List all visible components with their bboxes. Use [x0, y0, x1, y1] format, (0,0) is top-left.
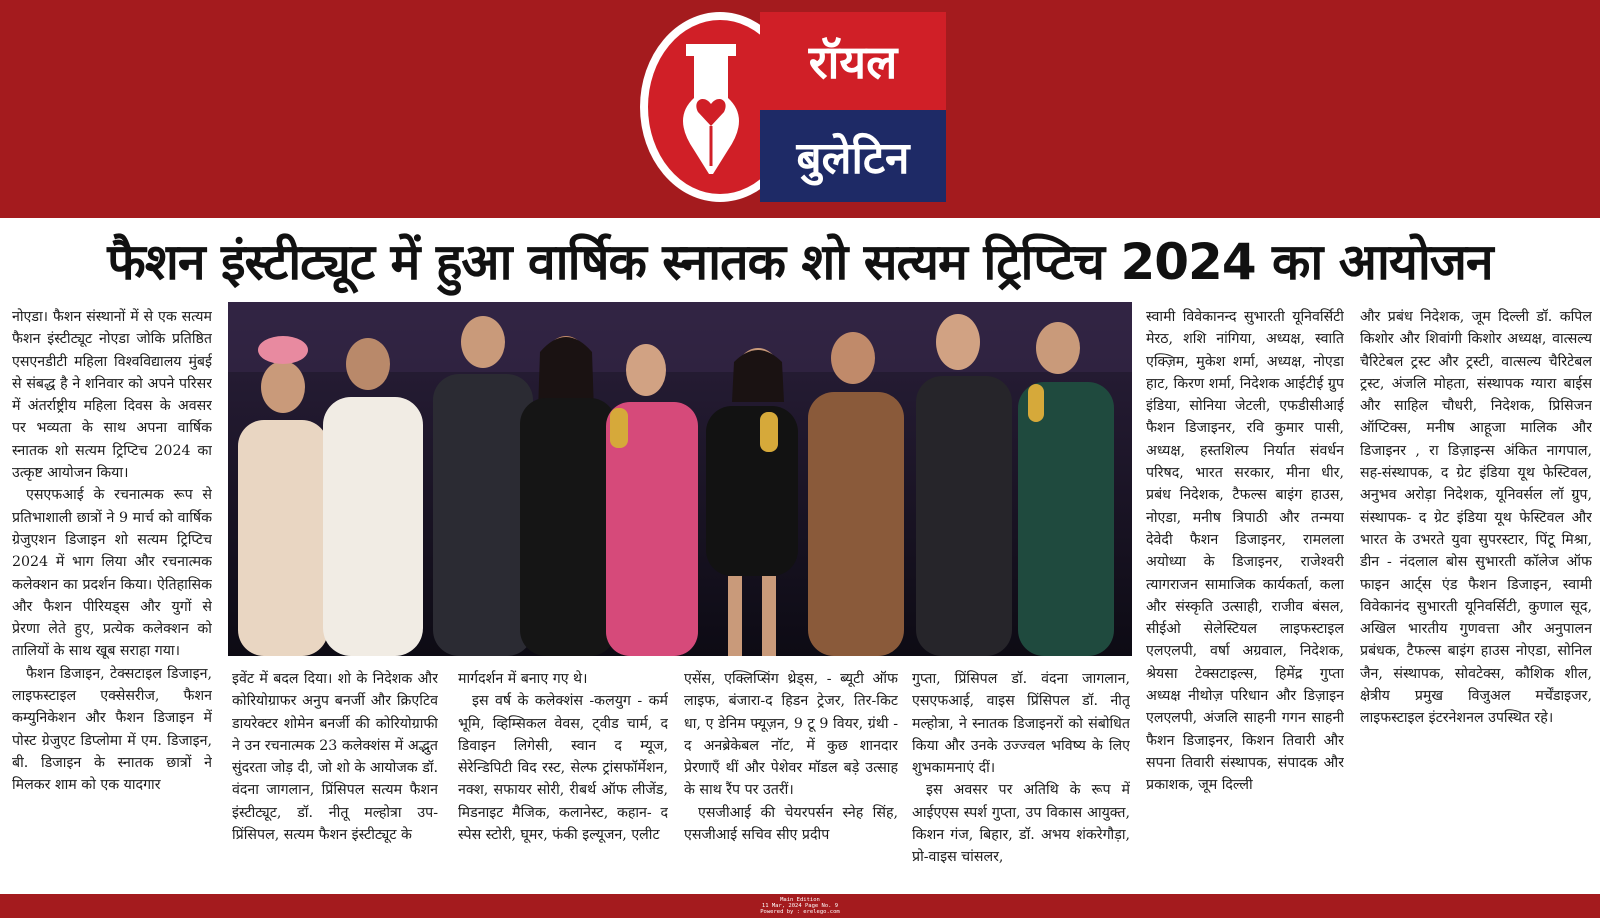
article-column-5: [912, 668, 1130, 886]
logo-title-bottom: बुलेटिन: [760, 110, 946, 202]
footer-edition: Main Edition: [780, 897, 820, 903]
pen-nib-icon: [666, 38, 756, 178]
article-photo: [228, 302, 1132, 656]
stage-photo-illustration: [228, 302, 1132, 656]
paragraph: एसएफआई के रचनात्मक रूप से प्रतिभाशाली छात्रों ने 9 मार्च को वार्षिक ग्रेजुएशन डिजाइन शो सत्यम ट्रिप्टिच 2024 में भाग लिया और रचनात्मक कलेक्शन का प्रदर्शन किया। ऐतिहासिक और फैशन पीरियड्स और युगों से प्रेरणा लेते हुए, प्रत्येक कलेक्शन को तालियों के साथ खूब सराहा गया।: [12, 487, 212, 660]
paragraph: गुप्ता, प्रिंसिपल डॉ. वंदना जागलान, एसएफआई, वाइस प्रिंसिपल डॉ. नीतू मल्होत्रा, ने स्नातक डिजाइनरों को संबोधित किया और उनके उज्ज्वल भविष्य के लिए शुभकामनाएं दीं।: [912, 671, 1130, 777]
article-column-7: [1360, 306, 1592, 886]
article-column-3: [458, 668, 668, 886]
paragraph: नोएडा। फैशन संस्थानों में से एक सत्यम फैशन इंस्टीट्यूट नोएडा जोकि प्रतिष्ठित एसएनडीटी महिला विश्वविद्यालय मुंबई से संबद्ध है ने शनिवार को अपने परिसर में अंतर्राष्ट्रीय महिला दिवस के अवसर पर भव्यता के साथ अपना वार्षिक स्नातक शो सत्यम ट्रिप्टिच 2024 का उत्कृष्ट आयोजन किया।: [12, 309, 212, 482]
article-column-4: [684, 668, 898, 886]
article-column-2: [232, 668, 438, 886]
paragraph: इस अवसर पर अतिथि के रूप में आईएएस स्पर्श गुप्ता, उप विकास आयुक्त, किशन गंज, बिहार, डॉ. अभय शंकरेगौड़ा, प्रो-वाइस चांसलर,: [912, 782, 1130, 866]
paragraph: इवेंट में बदल दिया। शो के निदेशक और कोरियोग्राफर अनुप बनर्जी और क्रिएटिव डायरेक्टर शोमेन बनर्जी की कोरियोग्राफी ने उन रचनात्मक 23 कलेक्शंस में अद्भुत सुंदरता जोड़ दी, जो शो के आयोजक डॉ. वंदना जागलान, प्रिंसिपल सत्यम फैशन इंस्टीट्यूट, डॉ. नीतू मल्होत्रा उप-प्रिंसिपल, सत्यम फैशन इंस्टीट्यूट के: [232, 671, 438, 844]
paragraph: मार्गदर्शन में बनाए गए थे।: [458, 671, 588, 687]
footer-band: [0, 894, 1600, 918]
paragraph: एसेंस, एक्लिप्सिंग थ्रेड्स, - ब्यूटी ऑफ लाइफ, बंजारा-द हिडन ट्रेजर, तिर-किट धा, ए डेनिम फ्यूज़न, 9 टू 9 वियर, ग्रंथी - द अनब्रेकेबल नॉट, में कुछ शानदार प्रेरणाएँ थीं और पेशेवर मॉडल बड़े उत्साह के साथ रैंप पर उतरीं।: [684, 671, 898, 799]
paragraph: फैशन डिजाइन, टेक्सटाइल डिजाइन, लाइफस्टाइल एक्सेसरीज, फैशन कम्युनिकेशन और फैशन डिजाइन में पोस्ट ग्रेजुएट डिप्लोमा में एम. डिजाइन, बी. डिजाइन के स्नातक छात्रों ने मिलकर शाम को एक यादगार: [12, 665, 212, 794]
paragraph: और प्रबंध निदेशक, जूम दिल्ली डॉ. कपिल किशोर और शिवांगी किशोर अध्यक्ष, वात्सल्य चैरिटेबल ट्रस्ट और ट्रस्टी, वात्सल्य चैरिटेबल ट्रस्ट, अंजलि मोहता, संस्थापक ग्यारा बाईस और साहिल चौधरी, निदेशक, प्रिसिजन ऑप्टिक्स, मनीष आहूजा मालिक और डिजाइनर , रा डिज़ाइन्स अंकित नागपाल, सह-संस्थापक, द ग्रेट इंडिया यूथ फेस्टिवल, अनुभव अरोड़ा निदेशक, यूनिवर्सल लॉ ग्रुप, संस्थापक- द ग्रेट इंडिया यूथ फेस्टिवल और भारत के उभरते युवा सुपरस्टार, पिंटू मिश्रा, डीन - नंदलाल बोस सुभारती कॉलेज ऑफ फाइन आर्ट्स एंड फैशन डिजाइन, स्वामी विवेकानंद सुभारती यूनिवर्सिटी, कुणाल सूद, अखिल भारतीय गुणवत्ता और अनुपालन प्रबंधक, टैफल्स बाइंग हाउस नोएडा, सोनिल जैन, संस्थापक, सोवटेक्स, कौशिक शील, क्षेत्रीय प्रमुख विजुअल मर्चेंडाइजर, लाइफस्टाइल इंटरनेशनल उपस्थित रहे।: [1360, 309, 1592, 727]
article-headline: फैशन इंस्टीट्यूट में हुआ वार्षिक स्नातक शो सत्यम ट्रिप्टिच 2024 का आयोजन: [107, 233, 1493, 291]
article-column-6: [1146, 306, 1344, 886]
footer-powered-by: Powered by : erelego.com: [760, 909, 840, 915]
paragraph: इस वर्ष के कलेक्शंस -कलयुग - कर्म भूमि, व्हिम्सिकल वेवस, ट्वीड चार्म, द डिवाइन लिगेसी, स्वान द म्यूज, सेरेन्डिपिटी विद रस्ट, सेल्फ ट्रांसफॉर्मेशन, नक्श, सफायर सोरी, रीबर्थ ऑफ लीजेंड, मिडनाइट मैजिक, कलानेस्ट, कहान- द स्पेस स्टोरी, घूमर, फंकी इल्यूजन, एलीट: [458, 693, 668, 844]
paragraph: एसजीआई की चेयरपर्सन स्नेह सिंह, एसजीआई सचिव सीए प्रदीप: [684, 804, 898, 844]
article-column-1: [12, 306, 212, 886]
footer-date-page: 11 Mar, 2024 Page No. 9: [761, 903, 839, 909]
logo-title-top: रॉयल: [760, 12, 946, 110]
paragraph: स्वामी विवेकानन्द सुभारती यूनिवर्सिटी मेरठ, शशि नांगिया, अध्यक्ष, स्वाति एक्ज़िम, मुकेश शर्मा, अध्यक्ष, नोएडा हाट, किरण शर्मा, निदेशक आईटीई ग्रुप इंडिया, सोनिया जेटली, एफडीसीआई फैशन डिजाइनर, रवि कुमार पासी, अध्यक्ष, हस्तशिल्प निर्यात संवर्धन परिषद, भारत सरकार, मीना धीर, प्रबंध निदेशक, टैफल्स बाइंग हाउस, नोएडा, मनीष त्रिपाठी और तन्मया देवेदी फैशन डिजाइनर, रामलला अयोध्या के डिजाइनर, राजेश्वरी त्यागराजन सामाजिक कार्यकर्ता, कला और संस्कृति उत्साही, राजीव बंसल, सीईओ सेलेस्टियल लाइफस्टाइल एलएलपी, वर्षा अग्रवाल, निदेशक, श्रेयसा टेक्सटाइल्स, हिमेंद्र गुप्ता अध्यक्ष नीथोज़ परिधान और डिज़ाइन एलएलपी, अंजलि साहनी गगन साहनी फैशन डिजाइनर, किशन तिवारी और सपना तिवारी संस्थापक, संपादक और प्रकाशक, जूम दिल्ली: [1146, 309, 1344, 794]
